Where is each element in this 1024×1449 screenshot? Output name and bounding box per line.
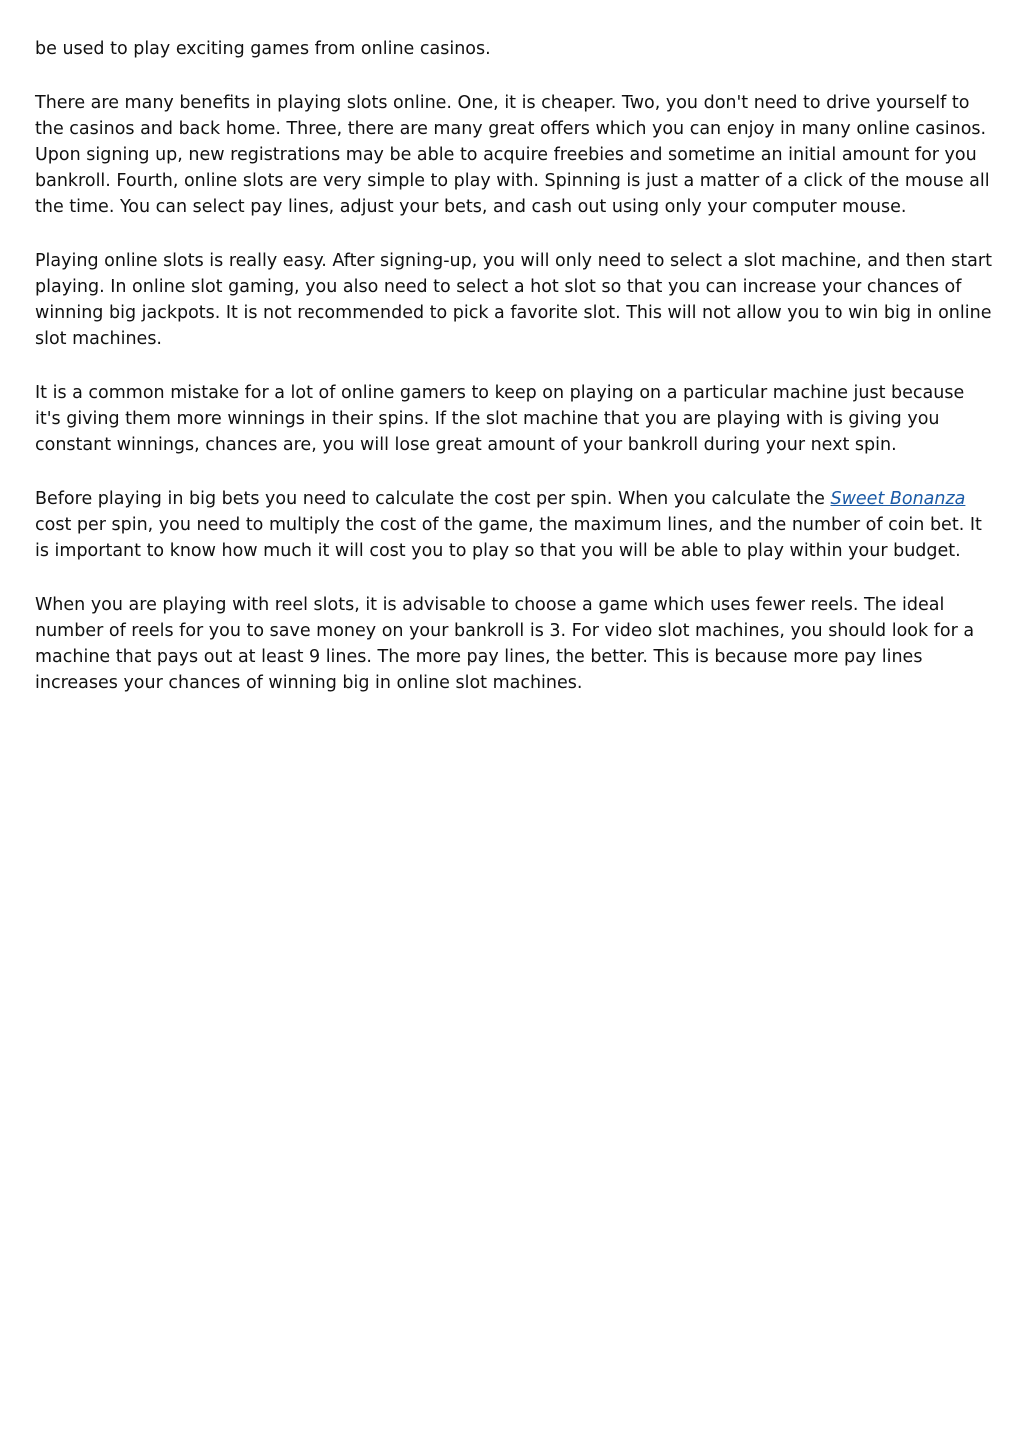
paragraph-intro-fragment: be used to play exciting games from online casinos. (35, 39, 491, 59)
paragraph-playing-easy: Playing online slots is really easy. After signing-up, you will only need to select a slot machine, and then start playing. In online slot gaming, you also need to select a hot slot so that you can increase your chances of winning big jackpots. It is not recommended to pick a favorite slot. This will not allow you to win big in online slot machines. (35, 251, 992, 349)
paragraph-cost-per-spin-before: Before playing in big bets you need to calculate the cost per spin. When you calculate the (35, 489, 831, 509)
paragraph-reel-slots: When you are playing with reel slots, it is advisable to choose a game which uses fewer reels. The ideal number of reels for you to save money on your bankroll is 3. For video slot machines, you should look for a machine that pays out at least 9 lines. The more pay lines, the better. This is because more pay lines increases your chances of winning big in online slot machines. (35, 595, 975, 693)
document-body (35, 36, 995, 724)
paragraph-common-mistake: It is a common mistake for a lot of online gamers to keep on playing on a particular machine just because it's giving them more winnings in their spins. If the slot machine that you are playing with is giving you constant winnings, chances are, you will lose great amount of your bankroll during your next spin. (35, 383, 965, 455)
paragraph-cost-per-spin-after: cost per spin, you need to multiply the cost of the game, the maximum lines, and the number of coin bet. It is important to know how much it will cost you to play so that you will be able to play within your budget. (35, 515, 982, 561)
paragraph-cost-per-spin (35, 486, 995, 564)
paragraph-benefits: There are many benefits in playing slots online. One, it is cheaper. Two, you don't need to drive yourself to the casinos and back home. Three, there are many great offers which you can enjoy in many online casinos. Upon signing up, new registrations may be able to acquire freebies and sometime an initial amount for you bankroll. Fourth, online slots are very simple to play with. Spinning is just a matter of a click of the mouse all the time. You can select pay lines, adjust your bets, and cash out using only your computer mouse. (35, 93, 990, 217)
sweet-bonanza-link[interactable]: Sweet Bonanza (830, 489, 966, 509)
